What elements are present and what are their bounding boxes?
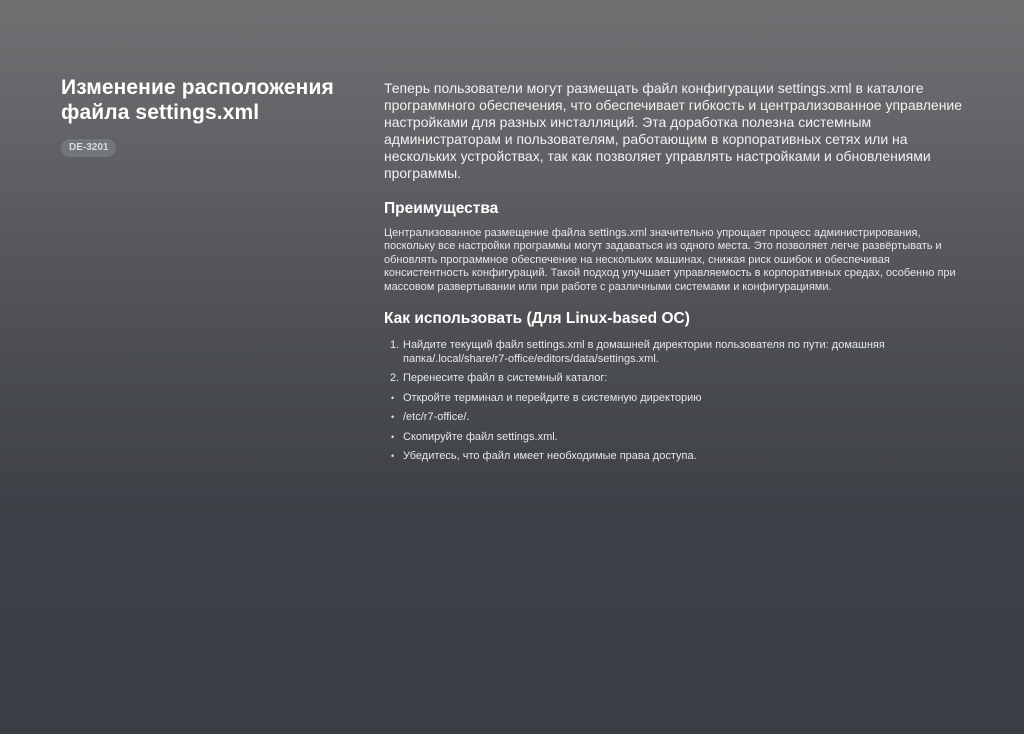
step-text: Найдите текущий файл settings.xml в домашней директории пользователя по пути: домашняя папка/.local/share/r7-office/editors/data/settings.xml. <box>403 339 885 365</box>
step-number: 2. <box>390 372 400 385</box>
bullet-text: Откройте терминал и перейдите в системную директорию <box>403 391 702 404</box>
step-number: 1. <box>390 339 400 352</box>
list-item <box>384 450 964 464</box>
list-item <box>384 431 964 445</box>
benefits-heading: Преимущества <box>384 200 499 217</box>
bullet-icon: • <box>391 451 395 462</box>
list-item <box>384 339 964 366</box>
issue-id-badge: DE-3201 <box>61 139 116 157</box>
bullet-text: Скопируйте файл settings.xml. <box>403 430 558 443</box>
list-item <box>384 392 964 406</box>
page-title-line1: Изменение расположения <box>61 76 334 99</box>
page-title <box>61 75 351 125</box>
bullet-text: /etc/r7-office/. <box>403 411 470 424</box>
instructions-list <box>384 339 964 464</box>
step-text: Перенесите файл в системный каталог: <box>403 372 608 385</box>
howto-heading: Как использовать (Для Linux-based ОС) <box>384 310 690 328</box>
bullet-icon: • <box>391 392 395 403</box>
content-block <box>384 80 964 470</box>
bullet-icon: • <box>391 431 395 442</box>
bullet-icon: • <box>391 412 395 423</box>
intro-paragraph: Теперь пользователи могут размещать файл конфигурации settings.xml в каталоге программного обеспечения, что обеспечивает гибкость и централизованное управление настройками для разных инсталляций. Эта доработка полезна системным администраторам и пользователям, работающим в корпоративных сетях или на нескольких устройствах, так как позволяет управлять настройками и обновлениями программы. <box>384 80 963 181</box>
benefits-paragraph: Централизованное размещение файла settings.xml значительно упрощает процесс администрирования, поскольку все настройки программы могут задаваться из одного места. Это позволяет легче развёртывать и обновлять программное обеспечение на нескольких машинах, снижая риск ошибок и обеспечивая консистентность конфигураций. Такой подход улучшает управляемость в корпоративных средах, особенно при массовом развертывании или при работе с различными системами и конфигурациями. <box>384 227 956 293</box>
list-item <box>384 372 964 386</box>
list-item <box>384 411 964 425</box>
page-title-line2: файла settings.xml <box>61 101 260 124</box>
bullet-text: Убедитесь, что файл имеет необходимые права доступа. <box>403 450 697 463</box>
title-block <box>61 75 351 157</box>
